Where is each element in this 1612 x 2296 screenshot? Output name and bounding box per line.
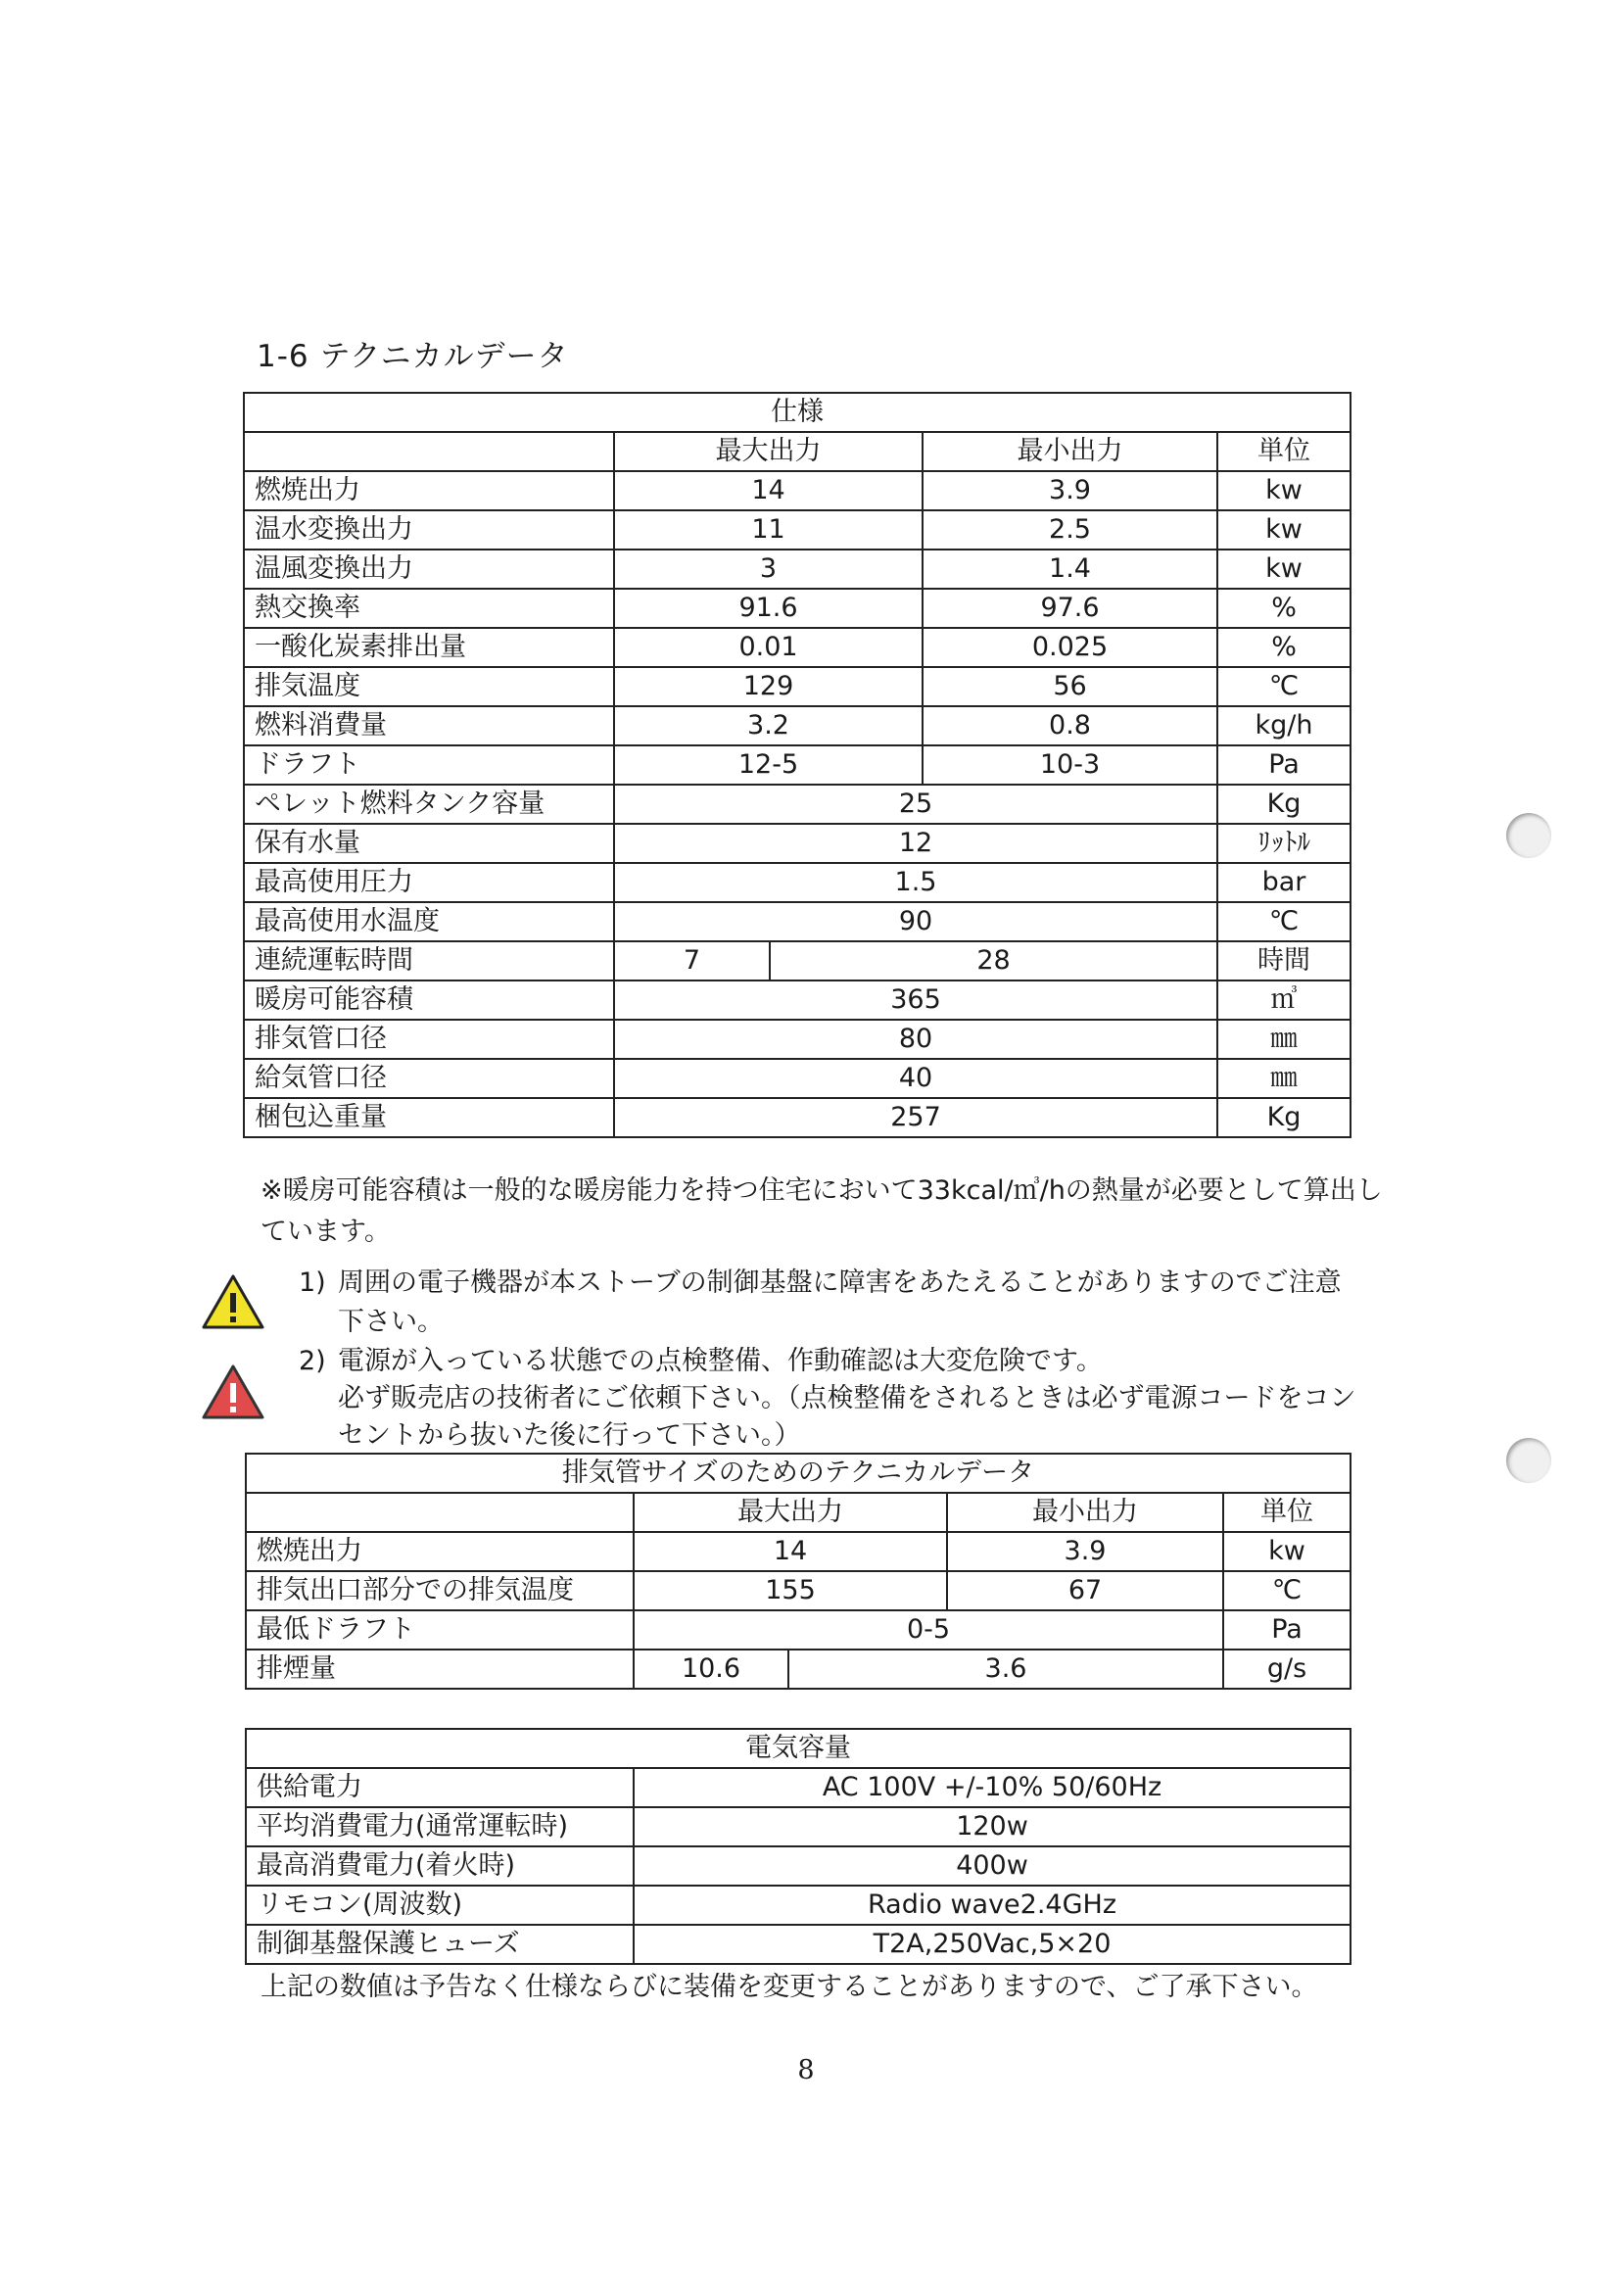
table-row: [246, 1768, 1351, 1807]
cell-value: 3.9: [947, 1532, 1223, 1571]
cell-value: 80: [614, 1020, 1217, 1059]
cell-value: 97.6: [923, 589, 1217, 628]
cell-value: 12: [614, 824, 1217, 863]
page-number: 8: [797, 2055, 815, 2085]
spec-table-title: 仕様: [244, 393, 1351, 432]
cell-value: 14: [614, 471, 923, 510]
row-label: 最低ドラフト: [246, 1610, 634, 1650]
cell-value: Radio wave2.4GHz: [634, 1886, 1351, 1925]
table-row: [244, 1020, 1351, 1059]
row-label: 給気管口径: [244, 1059, 614, 1098]
danger-triangle-icon: [201, 1363, 265, 1420]
row-label: リモコン(周波数): [246, 1886, 634, 1925]
row-label: 温風変換出力: [244, 550, 614, 589]
cell-value: 3.9: [923, 471, 1217, 510]
row-label: 排気管口径: [244, 1020, 614, 1059]
table-row: [244, 941, 1351, 981]
cell-unit: ㎜: [1217, 1059, 1351, 1098]
cell-unit: bar: [1217, 863, 1351, 902]
row-label: 供給電力: [246, 1768, 634, 1807]
cell-unit: ℃: [1223, 1571, 1351, 1610]
cell-unit: kw: [1217, 510, 1351, 550]
table-row: [244, 1098, 1351, 1137]
cell-value: T2A,250Vac,5×20: [634, 1925, 1351, 1964]
row-label: 一酸化炭素排出量: [244, 628, 614, 667]
cell-value: 40: [614, 1059, 1217, 1098]
table-row: [246, 1650, 1351, 1689]
table-row: [244, 667, 1351, 706]
cell-value: 91.6: [614, 589, 923, 628]
cell-unit: ㎜: [1217, 1020, 1351, 1059]
spec-table-header-row: [244, 432, 1351, 471]
row-label: 燃焼出力: [246, 1532, 634, 1571]
table-row: [246, 1532, 1351, 1571]
cell-unit: Kg: [1217, 785, 1351, 824]
cell-unit: ㎥: [1217, 981, 1351, 1020]
cell-value: 67: [947, 1571, 1223, 1610]
header-cell: 最小出力: [923, 432, 1217, 471]
header-cell: [244, 432, 614, 471]
cell-value: 120w: [634, 1807, 1351, 1846]
table-row: [246, 1807, 1351, 1846]
row-label: 制御基盤保護ヒューズ: [246, 1925, 634, 1964]
cell-value: 365: [614, 981, 1217, 1020]
cell-value: 2.5: [923, 510, 1217, 550]
header-cell: 単位: [1223, 1493, 1351, 1532]
cell-value: 10-3: [923, 745, 1217, 785]
row-label: 排煙量: [246, 1650, 634, 1689]
cell-unit: ℃: [1217, 902, 1351, 941]
row-label: 燃焼出力: [244, 471, 614, 510]
table-row: [244, 902, 1351, 941]
header-cell: 最小出力: [947, 1493, 1223, 1532]
row-label: 暖房可能容積: [244, 981, 614, 1020]
table-row: [246, 1610, 1351, 1650]
caution-triangle-icon: [201, 1273, 265, 1330]
binder-hole: [1506, 1438, 1551, 1483]
cell-value: 1.4: [923, 550, 1217, 589]
cell-unit: kg/h: [1217, 706, 1351, 745]
cell-value: 14: [634, 1532, 947, 1571]
cell-unit: kw: [1223, 1532, 1351, 1571]
cell-value: 25: [614, 785, 1217, 824]
table-row: [244, 628, 1351, 667]
cell-value: 155: [634, 1571, 947, 1610]
table-row: [244, 706, 1351, 745]
cell-value: 0.025: [923, 628, 1217, 667]
exhaust-table-title: 排気管サイズのためのテクニカルデータ: [246, 1454, 1351, 1493]
table-row: [244, 1059, 1351, 1098]
cell-value: 3.2: [614, 706, 923, 745]
table-row: [246, 1571, 1351, 1610]
row-label: 熱交換率: [244, 589, 614, 628]
table-row: [244, 589, 1351, 628]
row-label: 燃料消費量: [244, 706, 614, 745]
cell-value: 3.6: [788, 1650, 1223, 1689]
table-row: [244, 510, 1351, 550]
cell-value: AC 100V +/-10% 50/60Hz: [634, 1768, 1351, 1807]
row-label: 保有水量: [244, 824, 614, 863]
electric-table-title-row: [246, 1729, 1351, 1768]
footer-note: 上記の数値は予告なく仕様ならびに装備を変更することがありますので、ご了承下さい。: [261, 1972, 1318, 2002]
cell-value: 10.6: [634, 1650, 788, 1689]
cell-value: 400w: [634, 1846, 1351, 1886]
table-row: [244, 863, 1351, 902]
spec-table-title-row: [244, 393, 1351, 432]
header-cell: [246, 1493, 634, 1532]
warning-2-line1: 電源が入っている状態での点検整備、作動確認は大変危険です。: [338, 1346, 1103, 1376]
table-row: [246, 1846, 1351, 1886]
table-row: [244, 824, 1351, 863]
table-row: [244, 745, 1351, 785]
cell-value: 12-5: [614, 745, 923, 785]
cell-unit: %: [1217, 628, 1351, 667]
row-label: 平均消費電力(通常運転時): [246, 1807, 634, 1846]
cell-value: 257: [614, 1098, 1217, 1137]
cell-unit: ℃: [1217, 667, 1351, 706]
cell-value: 1.5: [614, 863, 1217, 902]
row-label: 連続運転時間: [244, 941, 614, 981]
cell-unit: kw: [1217, 550, 1351, 589]
cell-value: 3: [614, 550, 923, 589]
capacity-note: ※暖房可能容積は一般的な暖房能力を持つ住宅において33kcal/㎥/hの熱量が必要として算出しています。: [261, 1175, 1383, 1247]
cell-unit: Pa: [1217, 745, 1351, 785]
warning-2-line2: 必ず販売店の技術者にご依頼下さい。（点検整備をされるときは必ず電源コードをコン: [338, 1383, 1356, 1413]
table-row: [246, 1925, 1351, 1964]
row-label: 排気温度: [244, 667, 614, 706]
table-row: [246, 1886, 1351, 1925]
warning-1-line2: 下さい。: [338, 1307, 444, 1337]
electric-table: [245, 1728, 1351, 1965]
table-row: [244, 550, 1351, 589]
electric-table-title: 電気容量: [246, 1729, 1351, 1768]
warning-2-number: 2): [299, 1346, 326, 1376]
cell-value: 7: [614, 941, 770, 981]
warning-1-line1: 周囲の電子機器が本ストーブの制御基盤に障害をあたえることがありますのでご注意: [338, 1268, 1342, 1298]
spec-table: [243, 392, 1351, 1138]
cell-value: 0.01: [614, 628, 923, 667]
cell-value: 90: [614, 902, 1217, 941]
exhaust-table-header-row: [246, 1493, 1351, 1532]
row-label: 最高使用水温度: [244, 902, 614, 941]
header-cell: 単位: [1217, 432, 1351, 471]
cell-value: 129: [614, 667, 923, 706]
exhaust-table: [245, 1453, 1351, 1690]
cell-value: 28: [770, 941, 1217, 981]
warning-1-number: 1): [299, 1268, 326, 1298]
exhaust-table-title-row: [246, 1454, 1351, 1493]
cell-unit: Kg: [1217, 1098, 1351, 1137]
header-cell: 最大出力: [614, 432, 923, 471]
row-label: 梱包込重量: [244, 1098, 614, 1137]
cell-unit: 時間: [1217, 941, 1351, 981]
row-label: 最高消費電力(着火時): [246, 1846, 634, 1886]
table-row: [244, 471, 1351, 510]
table-row: [244, 981, 1351, 1020]
cell-unit: kw: [1217, 471, 1351, 510]
cell-unit: %: [1217, 589, 1351, 628]
cell-unit: g/s: [1223, 1650, 1351, 1689]
row-label: ドラフト: [244, 745, 614, 785]
warning-2-line3: セントから抜いた後に行って下さい。）: [338, 1420, 801, 1451]
cell-unit: ﾘｯﾄﾙ: [1217, 824, 1351, 863]
table-row: [244, 785, 1351, 824]
section-title: 1-6 テクニカルデータ: [257, 339, 569, 374]
header-cell: 最大出力: [634, 1493, 947, 1532]
cell-unit: Pa: [1223, 1610, 1351, 1650]
cell-value: 56: [923, 667, 1217, 706]
row-label: 最高使用圧力: [244, 863, 614, 902]
cell-value: 11: [614, 510, 923, 550]
cell-value: 0-5: [634, 1610, 1223, 1650]
binder-hole: [1506, 813, 1551, 858]
row-label: 排気出口部分での排気温度: [246, 1571, 634, 1610]
cell-value: 0.8: [923, 706, 1217, 745]
row-label: 温水変換出力: [244, 510, 614, 550]
row-label: ペレット燃料タンク容量: [244, 785, 614, 824]
